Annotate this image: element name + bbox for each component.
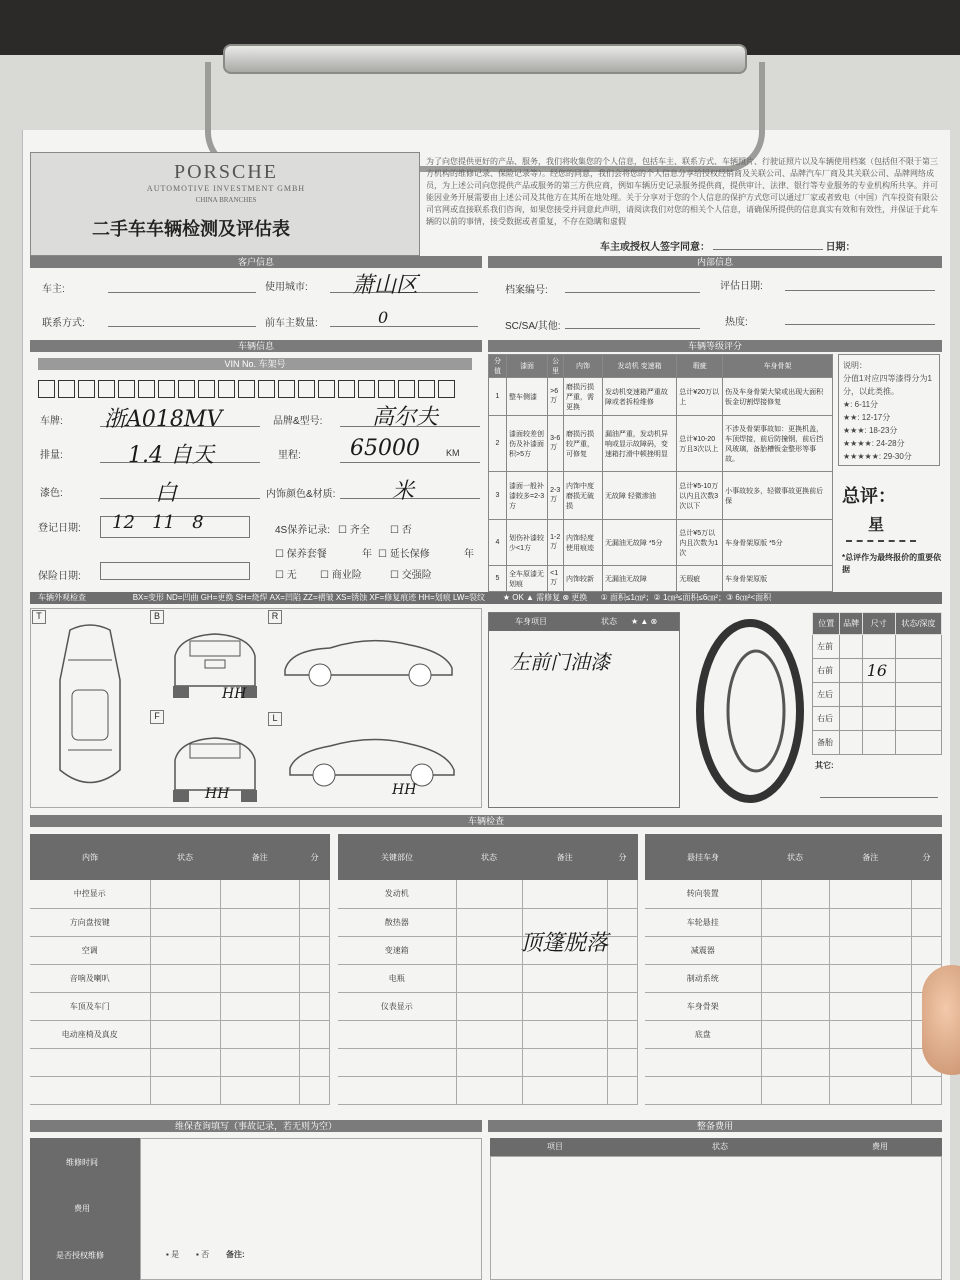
- table-row[interactable]: 电瓶: [338, 964, 638, 992]
- status-legend: ★ OK ▲ 需修复 ⊗ 更换: [502, 593, 588, 602]
- grade-col-score: 分值: [489, 355, 507, 378]
- body-item-note[interactable]: 左前门油漆: [510, 650, 610, 674]
- table-row[interactable]: [645, 1048, 942, 1076]
- table-row[interactable]: 车顶及车门: [30, 992, 330, 1020]
- grade-row: 5 全车原漆无划痕 <1万 内饰较新 无漏油无故障 无瑕疵 车身骨架原版: [489, 566, 833, 592]
- clip-bar: [223, 44, 747, 74]
- paint-label: 漆色:: [40, 488, 63, 499]
- car-back-view[interactable]: [165, 626, 265, 701]
- brand-value[interactable]: 高尔夫: [372, 405, 439, 430]
- grade-header-row: [489, 355, 833, 378]
- table-row[interactable]: 音响及喇叭: [30, 964, 330, 992]
- refurb-grid[interactable]: [490, 1156, 942, 1280]
- area-legend: ① 面积≤1㎝²；② 1㎝²≤面积≤6㎝²；③ 6㎝²<面积: [600, 593, 772, 602]
- interior-header: 内饰: [30, 834, 150, 880]
- tire-other-label: 其它:: [815, 761, 834, 770]
- inspection-band: 车辆检查: [30, 815, 942, 827]
- warranty-year-label: 年: [464, 549, 474, 560]
- table-row[interactable]: 变速箱: [338, 936, 638, 964]
- reg-date-value[interactable]: 12 11 8: [112, 512, 204, 533]
- mileage-unit: KM: [446, 448, 460, 458]
- service-opt-no[interactable]: ☐ 否: [390, 525, 412, 536]
- car-left-view[interactable]: [282, 730, 462, 790]
- service-opt-package[interactable]: ☐ 保养套餐: [275, 549, 327, 560]
- sign-label: 车主或授权人签字同意：: [600, 242, 710, 253]
- legend-item: ★★★: 18-23分: [843, 426, 898, 435]
- table-row[interactable]: [338, 1020, 638, 1048]
- archive-label: 档案编号:: [505, 285, 548, 296]
- owner-label: 车主:: [42, 284, 65, 295]
- heat-field[interactable]: [785, 324, 935, 325]
- table-row[interactable]: 电动座椅及真皮: [30, 1020, 330, 1048]
- body-item-list: [488, 612, 680, 808]
- brand-sub2: CHINA BRANCHES: [195, 196, 257, 204]
- view-label-left: L: [268, 712, 282, 726]
- table-row[interactable]: 减震器: [645, 936, 942, 964]
- sc-field[interactable]: [565, 328, 700, 329]
- grade-col-km: 公里: [548, 355, 564, 378]
- grade-row: 3 漆面一般补漆较多=2-3方 2-3万 内饰中度磨损无破损 无故障 轻微渗油 总计¥5-10万以内且次数3次以下 小事故较多，轻微事故更换前后保: [489, 472, 833, 520]
- mileage-value[interactable]: 65000: [350, 436, 420, 461]
- body-item-header: 车身项目 状态 ★ ▲ ⊗: [489, 613, 679, 631]
- table-row[interactable]: 车轮悬挂: [645, 908, 942, 936]
- tire-table: [812, 612, 942, 755]
- tire-row[interactable]: 右前 16: [813, 659, 942, 683]
- refurb-header: 项目 状态 费用: [490, 1138, 942, 1156]
- grade-col-frame: 车身骨架: [723, 355, 833, 378]
- displacement-value[interactable]: 1.4 自天: [128, 443, 214, 468]
- service-opt-warranty[interactable]: ☐ 延长保修: [378, 549, 430, 560]
- maintenance-grid[interactable]: [140, 1138, 482, 1280]
- grade-col-paint: 漆面: [507, 355, 548, 378]
- eval-date-field[interactable]: [785, 290, 935, 291]
- key-parts-header: 关键部位: [338, 834, 456, 880]
- exterior-band: [30, 592, 942, 604]
- interior-check-table: 内饰 状态 备注 分 中控显示 方向盘按键 空调 音响及喇叭 车顶及车门 电动座椅及真皮: [30, 834, 330, 1105]
- tire-row[interactable]: 左前: [813, 635, 942, 659]
- grade-row: 1 整车侧漆 >6万 磨损污损严重，需更换 发动机变速箱严重故障或者拆检维修 总计¥20万以上 伤及车身骨架大梁或出现大面积钣金切割焊接修复: [489, 378, 833, 416]
- grade-row: 2 漆面较差创伤及补漆面积>5方 3-6万 磨损污损较严重，可修复 漏油严重，发动机异响或显示故障码，变速箱打滑中顿挫明显 总计¥10-20万且3次以上 不涉及骨架事故如：更换机盖，车顶焊接，前后防撞钢，前后挡风玻璃，备胎槽钣金整形等事故。: [489, 416, 833, 472]
- legend-item: ★★★★★: 29-30分: [843, 452, 912, 461]
- clipboard-clip: [205, 40, 765, 160]
- damage-mark-back: HH: [222, 686, 247, 702]
- brand-label: 品牌&型号:: [273, 416, 323, 427]
- table-row[interactable]: 仪表显示: [338, 992, 638, 1020]
- tire-row[interactable]: 右后: [813, 707, 942, 731]
- car-right-view[interactable]: [280, 630, 460, 690]
- tire-size-right-front: 16: [866, 661, 888, 680]
- maintenance-band: 维保查询填写（事故记录，若无则为空）: [30, 1120, 482, 1132]
- refurb-band: 整备费用: [488, 1120, 942, 1132]
- interior-value[interactable]: 米: [392, 479, 415, 504]
- customer-info-band: 客户信息: [30, 256, 482, 268]
- insurance-opt-compulsory[interactable]: ☐ 交强险: [390, 570, 432, 581]
- finger: [922, 965, 960, 1075]
- table-row[interactable]: 底盘: [645, 1020, 942, 1048]
- view-label-front: F: [150, 710, 164, 724]
- grade-col-defects: 瑕疵: [677, 355, 723, 378]
- table-row[interactable]: 制动系统: [645, 964, 942, 992]
- privacy-statement: 为了向您提供更好的产品、服务，我们将收集您的个人信息，包括车主、联系方式、车辆照片、行驶证照片以及车辆使用档案（包括但不限于第三方机构的维修记录、保险记录等）。经您的同意，我们会将您的个人信息分享给授权经销商及关联公司、品牌汽车厂商及其关联公司、品牌网络成员，为上述公司向您提供产品或服务的第三方供应商，例如车辆历史记录服务提供商，提供审计、法律、银行等专业服务的专业机构所共享。并可能因业务开展需要由上述公司及其他方在其所在地处理。关于分享对于您的个人信息的保护方式您可以通过厂家或者致电（中国）汽车投资有限公司官网或直接联系我们咨询，如果您接受并同意此声明，请阅读我们对您的相关个人信息，请确保所提供的信息真实有效和有效性，并保证于此车辆的以前的事情，接受数据或者重复，不存在隐瞒和虚假: [426, 157, 938, 226]
- insurance-label: 保险日期:: [38, 571, 81, 582]
- brand-name: PORSCHE: [173, 161, 279, 183]
- table-row[interactable]: 散热器: [338, 908, 638, 936]
- key-parts-note[interactable]: 顶篷脱落: [520, 931, 609, 956]
- chassis-header: 悬挂车身: [645, 834, 761, 880]
- service-label: 4S保养记录:: [275, 525, 331, 536]
- date-label: 日期：: [825, 242, 856, 253]
- exterior-title: 车辆外观检查: [38, 593, 86, 602]
- key-parts-table: 关键部位 状态 备注 分 发动机 散热器 变速箱 电瓶 仪表显示: [338, 834, 638, 1105]
- table-row[interactable]: 发动机: [338, 880, 638, 908]
- table-row[interactable]: [338, 1076, 638, 1104]
- city-label: 使用城市:: [265, 282, 308, 293]
- tire-row[interactable]: 备胎: [813, 731, 942, 755]
- auth-yes-option[interactable]: ▪ 是: [166, 1250, 180, 1259]
- vin-header: VIN No. 车架号: [38, 358, 472, 370]
- table-row[interactable]: 中控显示: [30, 880, 330, 908]
- tire-row[interactable]: 左后: [813, 683, 942, 707]
- auth-no-option[interactable]: ▪ 否: [196, 1250, 210, 1259]
- grade-band: 车辆等级评分: [488, 340, 942, 352]
- contact-label: 联系方式:: [42, 318, 85, 329]
- interior-label: 内饰颜色&材质:: [266, 489, 336, 500]
- paint-value[interactable]: 白: [155, 481, 178, 506]
- table-row[interactable]: 转向装置: [645, 880, 942, 908]
- legend-item: ★: 6-11分: [843, 400, 879, 409]
- tire-other-field[interactable]: [820, 797, 938, 798]
- total-rating-label: 总评：: [842, 486, 896, 506]
- car-top-view[interactable]: [50, 620, 130, 800]
- maint-auth-label: 是否授权维修: [56, 1251, 104, 1260]
- legend-item: ★★: 12-17分: [843, 413, 891, 422]
- prev-owners-label: 前车主数量:: [265, 318, 318, 329]
- header-logo-block: [30, 152, 420, 256]
- service-opt-full[interactable]: ☐ 齐全: [338, 525, 370, 536]
- view-label-back: B: [150, 610, 164, 624]
- damage-codes: BX=变形 ND=凹曲 GH=更换 SH=烧焊 AX=凹陷 ZZ=褶皱 XS=锈蚀 XF=修复痕迹 HH=划痕 LW=裂纹: [132, 593, 486, 602]
- displacement-label: 排量:: [40, 450, 63, 461]
- tire-icon: [694, 616, 806, 806]
- grade-col-interior: 内饰: [564, 355, 603, 378]
- grade-row: 4 划伤补漆较少<1方 1-2万 内饰轻度使用痕迹 无漏油无故障 *5分 总计¥5万以内且次数为1次 车身骨架原版 *5分: [489, 520, 833, 566]
- archive-field[interactable]: [565, 292, 700, 293]
- reg-date-label: 登记日期:: [38, 523, 81, 534]
- view-label-top: T: [32, 610, 46, 624]
- heat-label: 热度:: [725, 317, 748, 328]
- total-note: *总评作为最终报价的重要依据: [842, 553, 942, 574]
- brand-sub: AUTOMOTIVE INVESTMENT GMBH: [146, 184, 306, 193]
- plate-value[interactable]: 浙A018MV: [104, 407, 223, 432]
- sc-label: SC/SA/其他:: [505, 321, 561, 332]
- legend-title: 说明：: [843, 361, 867, 370]
- vin-cells[interactable]: [38, 380, 455, 398]
- plate-label: 车牌:: [40, 416, 63, 427]
- eval-date-label: 评估日期:: [720, 281, 763, 292]
- mileage-label: 里程:: [278, 450, 301, 461]
- table-row[interactable]: 空调: [30, 936, 330, 964]
- table-row[interactable]: [30, 1048, 330, 1076]
- star-label: 星: [868, 517, 885, 534]
- maint-time-label: 维修时间: [66, 1158, 98, 1167]
- table-row[interactable]: [645, 1076, 942, 1104]
- damage-mark-left: HH: [392, 782, 417, 798]
- document-title: 二手车车辆检测及评估表: [92, 219, 290, 239]
- insurance-opt-commercial[interactable]: ☐ 商业险: [320, 570, 362, 581]
- contact-field[interactable]: [108, 326, 256, 327]
- table-row[interactable]: [338, 1048, 638, 1076]
- brand-logo: [101, 161, 351, 204]
- maint-note-label: 备注:: [226, 1250, 245, 1259]
- vehicle-info-band: 车辆信息: [30, 340, 482, 352]
- legend-text: 分值1对应四等漆得分为1分，以此类推。: [843, 374, 932, 396]
- grade-table: [488, 354, 833, 592]
- maint-cost-label: 费用: [74, 1204, 90, 1213]
- tire-header-row: 位置 品牌 尺寸 状态/深度: [813, 613, 942, 635]
- table-row[interactable]: [30, 1076, 330, 1104]
- grade-col-engine: 发动机 变速箱: [602, 355, 676, 378]
- grade-legend: [838, 354, 940, 466]
- legend-item: ★★★★: 24-28分: [843, 439, 905, 448]
- chassis-table: 悬挂车身 状态 备注 分 转向装置 车轮悬挂 减震器 制动系统 车身骨架 底盘: [645, 834, 942, 1105]
- view-label-right: R: [268, 610, 282, 624]
- internal-info-band: 内部信息: [488, 256, 942, 268]
- insurance-opt-none[interactable]: ☐ 无: [275, 570, 297, 581]
- damage-mark-front: HH: [205, 786, 230, 802]
- table-row[interactable]: 方向盘按键: [30, 908, 330, 936]
- city-value[interactable]: 萧山区: [352, 273, 419, 298]
- owner-field[interactable]: [108, 292, 256, 293]
- package-year-label: 年: [362, 549, 372, 560]
- table-row[interactable]: 车身骨架: [645, 992, 942, 1020]
- prev-owners-value[interactable]: 0: [378, 308, 389, 327]
